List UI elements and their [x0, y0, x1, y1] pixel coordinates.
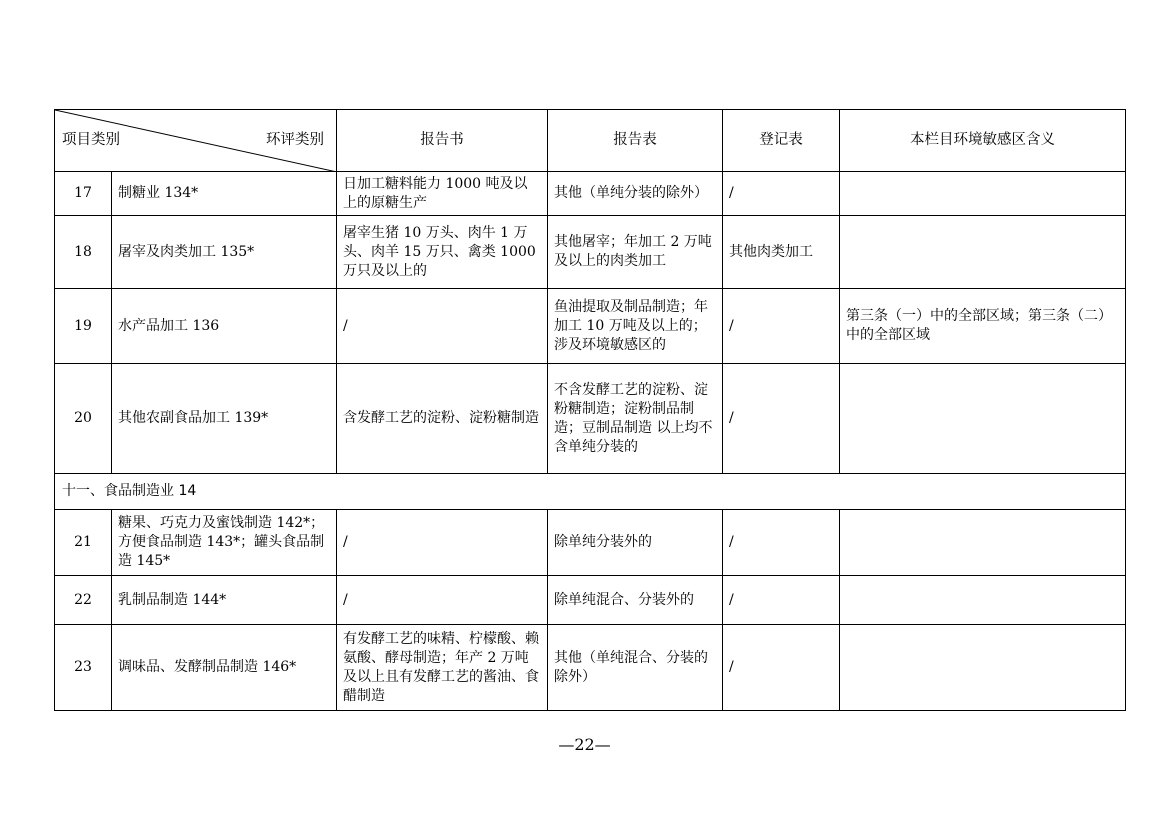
row-report-book: /	[337, 510, 548, 576]
header-sensitive-area: 本栏目环境敏感区含义	[840, 110, 1126, 172]
row-report-form: 除单纯混合、分装外的	[548, 576, 723, 625]
row-category: 糖果、巧克力及蜜饯制造 142*；方便食品制造 143*；罐头食品制造 145*	[112, 510, 337, 576]
row-category: 调味品、发酵制品制造 146*	[112, 625, 337, 711]
row-sensitive	[840, 625, 1126, 711]
row-sensitive	[840, 576, 1126, 625]
section-heading: 十一、食品制造业 14	[55, 474, 1126, 510]
row-report-book: 有发酵工艺的味精、柠檬酸、赖氨酸、酵母制造；年产 2 万吨及以上且有发酵工艺的酱油、食醋制造	[337, 625, 548, 711]
row-category: 其他农副食品加工 139*	[112, 364, 337, 474]
row-report-form: 除单纯分装外的	[548, 510, 723, 576]
table-row	[55, 510, 1126, 576]
row-report-form: 其他屠宰；年加工 2 万吨及以上的肉类加工	[548, 216, 723, 289]
row-number: 21	[55, 510, 112, 576]
row-register: /	[723, 289, 840, 364]
row-report-form: 其他（单纯分装的除外）	[548, 172, 723, 216]
row-category: 制糖业 134*	[112, 172, 337, 216]
row-register: /	[723, 625, 840, 711]
table-row	[55, 576, 1126, 625]
row-sensitive: 第三条（一）中的全部区域；第三条（二）中的全部区域	[840, 289, 1126, 364]
row-sensitive	[840, 172, 1126, 216]
row-report-book: /	[337, 289, 548, 364]
row-register: /	[723, 576, 840, 625]
row-number: 17	[55, 172, 112, 216]
table-row	[55, 172, 1126, 216]
row-category: 乳制品制造 144*	[112, 576, 337, 625]
row-number: 18	[55, 216, 112, 289]
row-number: 19	[55, 289, 112, 364]
row-register: /	[723, 510, 840, 576]
row-sensitive	[840, 510, 1126, 576]
header-register-form: 登记表	[723, 110, 840, 172]
row-sensitive	[840, 364, 1126, 474]
row-report-book: /	[337, 576, 548, 625]
row-report-form: 鱼油提取及制品制造；年加工 10 万吨及以上的；涉及环境敏感区的	[548, 289, 723, 364]
row-report-form: 不含发酵工艺的淀粉、淀粉糖制造；淀粉制品制造；豆制品制造 以上均不含单纯分装的	[548, 364, 723, 474]
row-report-book: 屠宰生猪 10 万头、肉牛 1 万头、肉羊 15 万只、禽类 1000 万只及以上的	[337, 216, 548, 289]
table-row	[55, 364, 1126, 474]
row-register: /	[723, 172, 840, 216]
row-report-book: 日加工糖料能力 1000 吨及以上的原糖生产	[337, 172, 548, 216]
row-report-form: 其他（单纯混合、分装的除外）	[548, 625, 723, 711]
row-sensitive	[840, 216, 1126, 289]
row-number: 20	[55, 364, 112, 474]
page-number: —22—	[558, 735, 611, 754]
header-project-category: 项目类别	[62, 132, 120, 148]
header-eia-category: 环评类别	[266, 132, 324, 148]
row-number: 23	[55, 625, 112, 711]
table-row	[55, 216, 1126, 289]
row-register: /	[723, 364, 840, 474]
row-report-book: 含发酵工艺的淀粉、淀粉糖制造	[337, 364, 548, 474]
table-row	[55, 289, 1126, 364]
header-report-book: 报告书	[337, 110, 548, 172]
diagonal-header-cell	[55, 110, 337, 172]
section-row	[55, 474, 1126, 510]
row-register: 其他肉类加工	[723, 216, 840, 289]
row-number: 22	[55, 576, 112, 625]
row-category: 水产品加工 136	[112, 289, 337, 364]
header-report-form: 报告表	[548, 110, 723, 172]
classification-table	[54, 109, 1126, 711]
row-category: 屠宰及肉类加工 135*	[112, 216, 337, 289]
header-row	[55, 110, 1126, 172]
table-row	[55, 625, 1126, 711]
